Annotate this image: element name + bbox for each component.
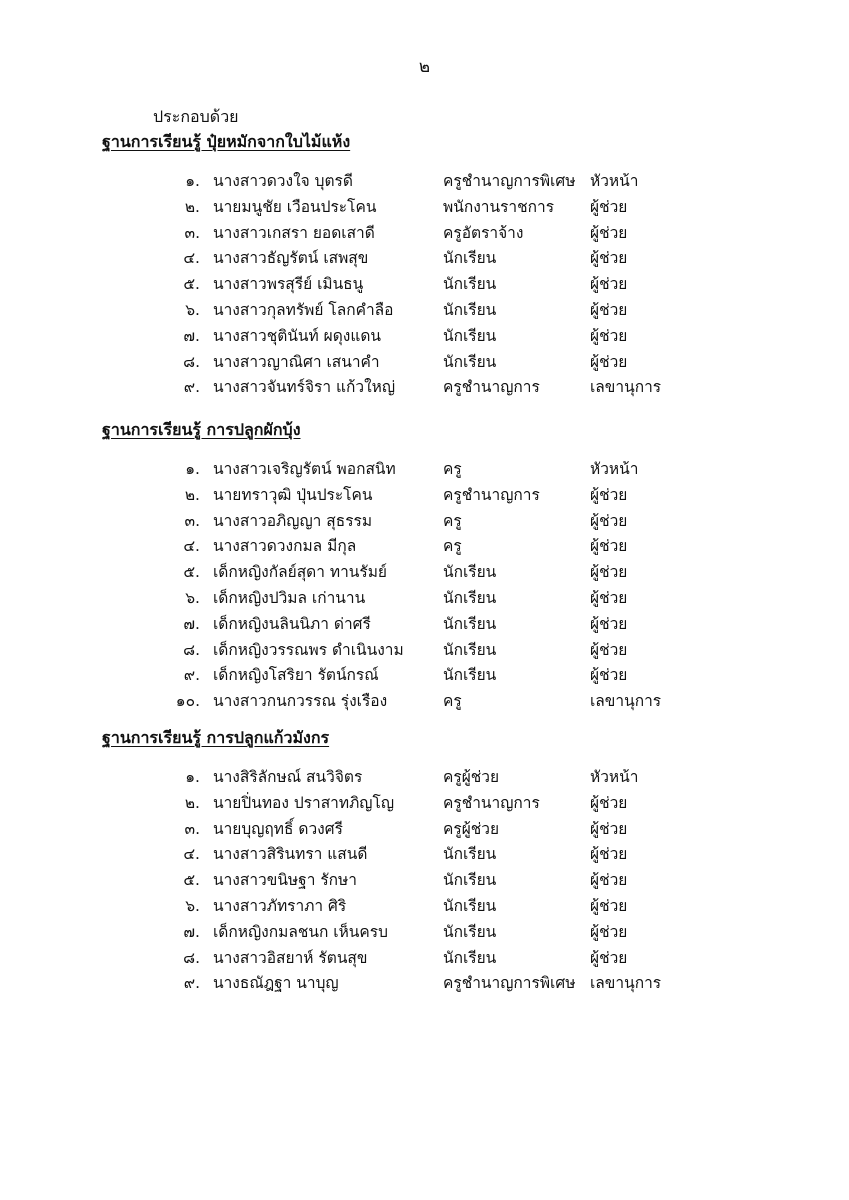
member-row [0, 170, 849, 192]
member-duty: ผู้ช่วย [590, 793, 628, 812]
member-number: ๒. [184, 197, 200, 216]
member-number: ๓. [184, 223, 200, 242]
member-number: ๘. [183, 948, 200, 967]
member-row [0, 351, 849, 373]
member-row [0, 299, 849, 321]
member-duty: ผู้ช่วย [590, 948, 628, 967]
member-duty: ผู้ช่วย [590, 819, 628, 838]
section-title: ฐานการเรียนรู้ การปลูกผักบุ้ง [102, 420, 301, 439]
member-number: ๕. [183, 871, 200, 890]
member-name: นางสาวขนิษฐา รักษา [213, 871, 357, 890]
section-title: ฐานการเรียนรู้ การปลูกแก้วมังกร [102, 728, 330, 747]
member-name: นายทราวุฒิ ปุ่นประโคน [213, 485, 373, 504]
member-row [0, 947, 849, 969]
member-row [0, 869, 849, 891]
member-position: ครูชำนาญการ [443, 378, 540, 397]
member-number: ๑. [185, 768, 200, 786]
member-number: ๙. [183, 378, 200, 397]
member-row [0, 196, 849, 218]
member-duty: เลขานุการ [590, 974, 662, 993]
member-position: ครูผู้ช่วย [443, 768, 500, 786]
member-row [0, 376, 849, 398]
member-duty: ผู้ช่วย [590, 897, 628, 915]
member-duty: หัวหน้า [590, 768, 639, 786]
member-row [0, 587, 849, 609]
member-duty: ผู้ช่วย [590, 485, 628, 504]
member-name: นางสาวเกสรา ยอดเสาดี [213, 223, 375, 242]
member-name: นางสิริลักษณ์ สนวิจิตร [213, 768, 363, 786]
member-position: พนักงานราชการ [443, 197, 555, 216]
member-duty: ผู้ช่วย [590, 326, 628, 345]
member-duty: หัวหน้า [590, 172, 639, 190]
member-row [0, 921, 849, 943]
member-number: ๓. [184, 511, 200, 530]
member-row [0, 766, 849, 788]
member-position: นักเรียน [443, 897, 497, 915]
member-row [0, 561, 849, 583]
member-position: นักเรียน [443, 589, 497, 607]
member-name: นายบุญฤทธิ์ ดวงศรี [213, 819, 343, 838]
page-number: ๒ [418, 57, 431, 77]
member-number: ๕. [183, 563, 200, 582]
member-name: นางสาวอิสยาห์ รัตนสุข [213, 948, 368, 967]
member-position: นักเรียน [443, 871, 497, 890]
member-name: เด็กหญิงนลินนิภา ด่าศรี [213, 614, 371, 633]
member-number: ๑๐. [175, 692, 200, 711]
member-position: ครูผู้ช่วย [443, 819, 500, 838]
member-position: ครูอัตราจ้าง [443, 223, 524, 242]
member-name: นางสาวดวงกมล มีกุล [213, 537, 357, 556]
member-number: ๗. [183, 922, 200, 941]
member-number: ๖. [185, 589, 200, 607]
member-position: นักเรียน [443, 563, 497, 582]
member-row [0, 222, 849, 244]
member-position: นักเรียน [443, 666, 497, 685]
member-name: นายปิ่นทอง ปราสาทภิญโญ [213, 793, 395, 812]
member-row [0, 895, 849, 917]
member-position: นักเรียน [443, 352, 497, 371]
member-name: นายมนูชัย เวือนประโคน [213, 197, 377, 216]
member-duty: เลขานุการ [590, 692, 662, 711]
member-duty: ผู้ช่วย [590, 589, 628, 607]
member-name: นางสาวกนกวรรณ รุ่งเรือง [213, 692, 388, 711]
member-number: ๑. [185, 172, 200, 190]
member-duty: เลขานุการ [590, 378, 662, 397]
member-position: นักเรียน [443, 249, 497, 268]
member-position: ครู [443, 460, 462, 478]
member-number: ๖. [185, 301, 200, 319]
member-number: ๓. [184, 819, 200, 838]
member-number: ๔. [183, 845, 200, 864]
member-number: ๑. [185, 460, 200, 478]
member-position: นักเรียน [443, 845, 497, 864]
member-name: เด็กหญิงปวิมล เก่านาน [213, 589, 366, 607]
member-position: นักเรียน [443, 301, 497, 319]
member-number: ๗. [183, 326, 200, 345]
member-row [0, 972, 849, 994]
member-name: นางธณัฎฐา นาบุญ [213, 974, 339, 993]
member-position: ครูชำนาญการพิเศษ [443, 974, 576, 993]
member-row [0, 535, 849, 557]
member-name: นางสาวเจริญรัตน์ พอกสนิท [213, 460, 396, 478]
member-name: นางสาวอภิญญา สุธรรม [213, 511, 373, 530]
member-name: นางสาวธัญรัตน์ เสพสุข [213, 249, 369, 268]
member-position: ครูชำนาญการ [443, 485, 540, 504]
member-name: เด็กหญิงกัลย์สุดา ทานรัมย์ [213, 563, 388, 582]
section-title: ฐานการเรียนรู้ ปุ๋ยหมักจากใบไม้แห้ง [102, 132, 351, 151]
member-duty: ผู้ช่วย [590, 223, 628, 242]
member-duty: ผู้ช่วย [590, 563, 628, 582]
member-name: เด็กหญิงวรรณพร ดำเนินงาม [213, 640, 404, 659]
member-row [0, 458, 849, 480]
member-duty: ผู้ช่วย [590, 922, 628, 941]
member-number: ๒. [184, 793, 200, 812]
member-duty: ผู้ช่วย [590, 301, 628, 319]
member-row [0, 613, 849, 635]
member-position: ครู [443, 537, 462, 556]
member-number: ๒. [184, 485, 200, 504]
member-row [0, 818, 849, 840]
member-position: นักเรียน [443, 326, 497, 345]
member-name: นางสาวภัทราภา ศิริ [213, 897, 347, 915]
member-duty: ผู้ช่วย [590, 871, 628, 890]
member-duty: ผู้ช่วย [590, 614, 628, 633]
member-number: ๙. [183, 666, 200, 685]
member-name: นางสาวกุลทรัพย์ โลกคำลือ [213, 301, 394, 319]
member-number: ๘. [183, 640, 200, 659]
member-name: นางสาวจันทร์จิรา แก้วใหญ่ [213, 378, 396, 397]
member-duty: หัวหน้า [590, 460, 639, 478]
member-number: ๔. [183, 537, 200, 556]
member-row [0, 325, 849, 347]
member-duty: ผู้ช่วย [590, 275, 628, 294]
member-position: นักเรียน [443, 614, 497, 633]
member-row [0, 843, 849, 865]
member-number: ๗. [183, 614, 200, 633]
member-row [0, 273, 849, 295]
member-position: ครูชำนาญการ [443, 793, 540, 812]
member-duty: ผู้ช่วย [590, 352, 628, 371]
member-position: ครู [443, 511, 462, 530]
member-row [0, 247, 849, 269]
member-name: นางสาวสิรินทรา แสนดี [213, 845, 368, 864]
member-row [0, 510, 849, 532]
member-position: ครูชำนาญการพิเศษ [443, 172, 576, 190]
member-duty: ผู้ช่วย [590, 537, 628, 556]
member-duty: ผู้ช่วย [590, 511, 628, 530]
member-number: ๕. [183, 275, 200, 294]
member-name: นางสาวดวงใจ บุตรดี [213, 172, 353, 190]
member-name: เด็กหญิงโสริยา รัตน์กรณ์ [213, 666, 379, 685]
member-number: ๘. [183, 352, 200, 371]
member-duty: ผู้ช่วย [590, 640, 628, 659]
member-name: นางสาวชุตินันท์ ผดุงแดน [213, 326, 382, 345]
member-position: นักเรียน [443, 922, 497, 941]
intro-text: ประกอบด้วย [153, 107, 239, 126]
member-number: ๙. [183, 974, 200, 993]
member-position: นักเรียน [443, 640, 497, 659]
member-number: ๖. [185, 897, 200, 915]
member-position: นักเรียน [443, 948, 497, 967]
member-row [0, 792, 849, 814]
member-name: นางสาวญาณิศา เสนาคำ [213, 352, 380, 371]
member-duty: ผู้ช่วย [590, 845, 628, 864]
member-row [0, 639, 849, 661]
member-row [0, 484, 849, 506]
member-row [0, 690, 849, 712]
member-duty: ผู้ช่วย [590, 197, 628, 216]
member-name: นางสาวพรสุรีย์ เมินธนู [213, 275, 364, 294]
member-duty: ผู้ช่วย [590, 666, 628, 685]
member-row [0, 664, 849, 686]
member-duty: ผู้ช่วย [590, 249, 628, 268]
member-name: เด็กหญิงกมลชนก เห็นครบ [213, 922, 388, 941]
member-position: ครู [443, 692, 462, 711]
member-position: นักเรียน [443, 275, 497, 294]
member-number: ๔. [183, 249, 200, 268]
